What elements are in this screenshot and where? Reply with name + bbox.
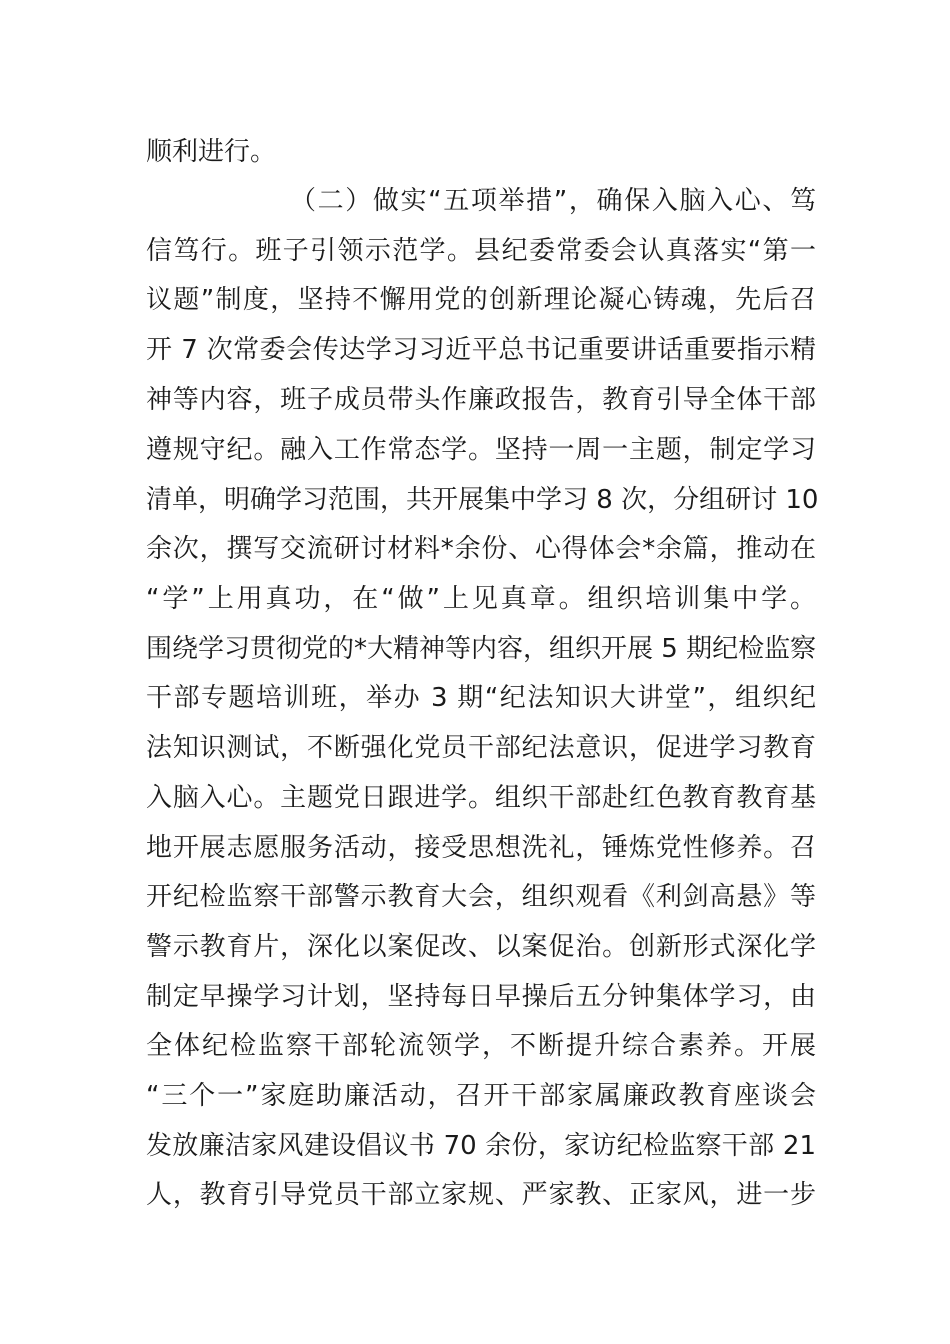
text-line: “学”上用真功，在“做”上见真章。组织培训集中学。: [146, 584, 816, 614]
text-line: 人，教育引导党员干部立家规、严家教、正家风，进一步: [146, 1180, 816, 1210]
text-line: 遵规守纪。融入工作常态学。坚持一周一主题，制定学习: [146, 435, 816, 465]
text-line: 全体纪检监察干部轮流领学，不断提升综合素养。开展: [146, 1031, 816, 1061]
text-line: 开纪检监察干部警示教育大会，组织观看《利剑高悬》等: [146, 882, 816, 912]
text-line: 神等内容，班子成员带头作廉政报告，教育引导全体干部: [146, 385, 816, 415]
text-line: 制定早操学习计划，坚持每日早操后五分钟集体学习，由: [146, 982, 816, 1012]
text-line: 干部专题培训班，举办 3 期“纪法知识大讲堂”，组织纪: [146, 683, 816, 713]
text-line: 议题”制度，坚持不懈用党的创新理论凝心铸魂，先后召: [146, 285, 816, 315]
text-line: “三个一”家庭助廉活动，召开干部家属廉政教育座谈会: [146, 1081, 816, 1111]
text-line: 清单，明确学习范围，共开展集中学习 8 次，分组研讨 10: [146, 485, 819, 515]
text-line: 地开展志愿服务活动，接受思想洗礼，锤炼党性修养。召: [146, 833, 816, 863]
text-line: 信笃行。班子引领示范学。县纪委常委会认真落实“第一: [146, 236, 816, 266]
section-heading-line: （二）做实“五项举措”，确保入脑入心、笃: [290, 186, 816, 216]
text-line: 发放廉洁家风建设倡议书 70 余份，家访纪检监察干部 21: [146, 1131, 816, 1161]
text-line: 开 7 次常委会传达学习习近平总书记重要讲话重要指示精: [146, 335, 816, 365]
text-line: 警示教育片，深化以案促改、以案促治。创新形式深化学: [146, 932, 816, 962]
text-line: 入脑入心。主题党日跟进学。组织干部赴红色教育教育基: [146, 783, 816, 813]
text-line: 围绕学习贯彻党的*大精神等内容，组织开展 5 期纪检监察: [146, 634, 817, 664]
text-line: 余次，撰写交流研讨材料*余份、心得体会*余篇，推动在: [146, 534, 816, 564]
text-line: 法知识测试，不断强化党员干部纪法意识，促进学习教育: [146, 733, 816, 763]
text-line: 顺利进行。: [146, 137, 277, 167]
